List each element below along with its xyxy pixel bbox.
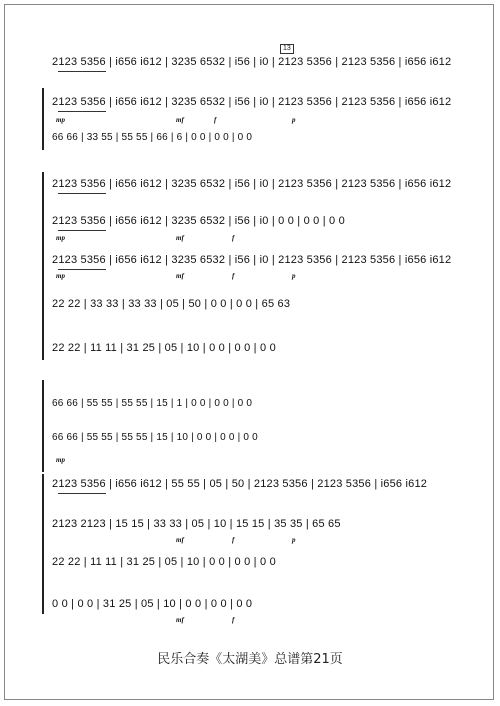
dynamic-marking: p (292, 536, 296, 544)
rehearsal-mark: 13 (280, 44, 294, 54)
slur (58, 111, 106, 112)
dynamic-marking: mp (56, 272, 65, 280)
dynamic-marking: mp (56, 234, 65, 242)
score-row: 22 22 | 11 11 | 31 25 | 05 | 10 | 0 0 | 0 0 | 0 0 (52, 556, 276, 568)
score-row: 0 0 | 0 0 | 31 25 | 05 | 10 | 0 0 | 0 0 | 0 0 (52, 598, 253, 610)
score-row: 2123 2123 | 15 15 | 33 33 | 05 | 10 | 15 15 | 35 35 | 65 65 (52, 518, 341, 530)
dynamic-marking: mf (176, 536, 184, 544)
score-row: 2123 5356 | i656 i612 | 3235 6532 | i56 | i0 | 2123 5356 | 2123 5356 | i656 i612 (52, 56, 452, 68)
system-brace (42, 88, 44, 150)
dynamic-marking: mp (56, 456, 65, 464)
score-row: 22 22 | 33 33 | 33 33 | 05 | 50 | 0 0 | 0 0 | 65 63 (52, 298, 291, 310)
dynamic-marking: f (214, 116, 217, 124)
score-row: 2123 5356 | i656 i612 | 3235 6532 | i56 | i0 | 2123 5356 | 2123 5356 | i656 i612 (52, 254, 452, 266)
score-row: 2123 5356 | i656 i612 | 3235 6532 | i56 | i0 | 0 0 | 0 0 | 0 0 (52, 215, 345, 227)
page-footer: 民乐合奏《太湖美》总谱第21页 (157, 652, 343, 667)
slur (58, 230, 106, 231)
score-row: 2123 5356 | i656 i612 | 3235 6532 | i56 | i0 | 2123 5356 | 2123 5356 | i656 i612 (52, 178, 452, 190)
dynamic-marking: p (292, 272, 296, 280)
dynamic-marking: f (232, 536, 235, 544)
dynamic-marking: mf (176, 234, 184, 242)
dynamic-marking: f (232, 234, 235, 242)
dynamic-marking: mf (176, 116, 184, 124)
score-row: 22 22 | 11 11 | 31 25 | 05 | 10 | 0 0 | 0 0 | 0 0 (52, 342, 276, 354)
slur (58, 493, 106, 494)
system-brace (42, 172, 44, 360)
dynamic-marking: mf (176, 272, 184, 280)
system-brace (42, 380, 44, 472)
score-row: 66 66 | 33 55 | 55 55 | 66 | 6 | 0 0 | 0 0 | 0 0 (52, 132, 253, 143)
score-row: 2123 5356 | i656 i612 | 3235 6532 | i56 | i0 | 2123 5356 | 2123 5356 | i656 i612 (52, 96, 452, 108)
dynamic-marking: f (232, 272, 235, 280)
slur (58, 269, 106, 270)
score-row: 2123 5356 | i656 i612 | 55 55 | 05 | 50 | 2123 5356 | 2123 5356 | i656 i612 (52, 478, 428, 490)
slur (58, 71, 106, 72)
dynamic-marking: mp (56, 116, 65, 124)
dynamic-marking: f (232, 616, 235, 624)
score-row: 66 66 | 55 55 | 55 55 | 15 | 10 | 0 0 | 0 0 | 0 0 (52, 432, 258, 443)
dynamic-marking: p (292, 116, 296, 124)
score-row: 66 66 | 55 55 | 55 55 | 15 | 1 | 0 0 | 0 0 | 0 0 (52, 398, 253, 409)
slur (58, 193, 106, 194)
system-brace (42, 474, 44, 614)
dynamic-marking: mf (176, 616, 184, 624)
